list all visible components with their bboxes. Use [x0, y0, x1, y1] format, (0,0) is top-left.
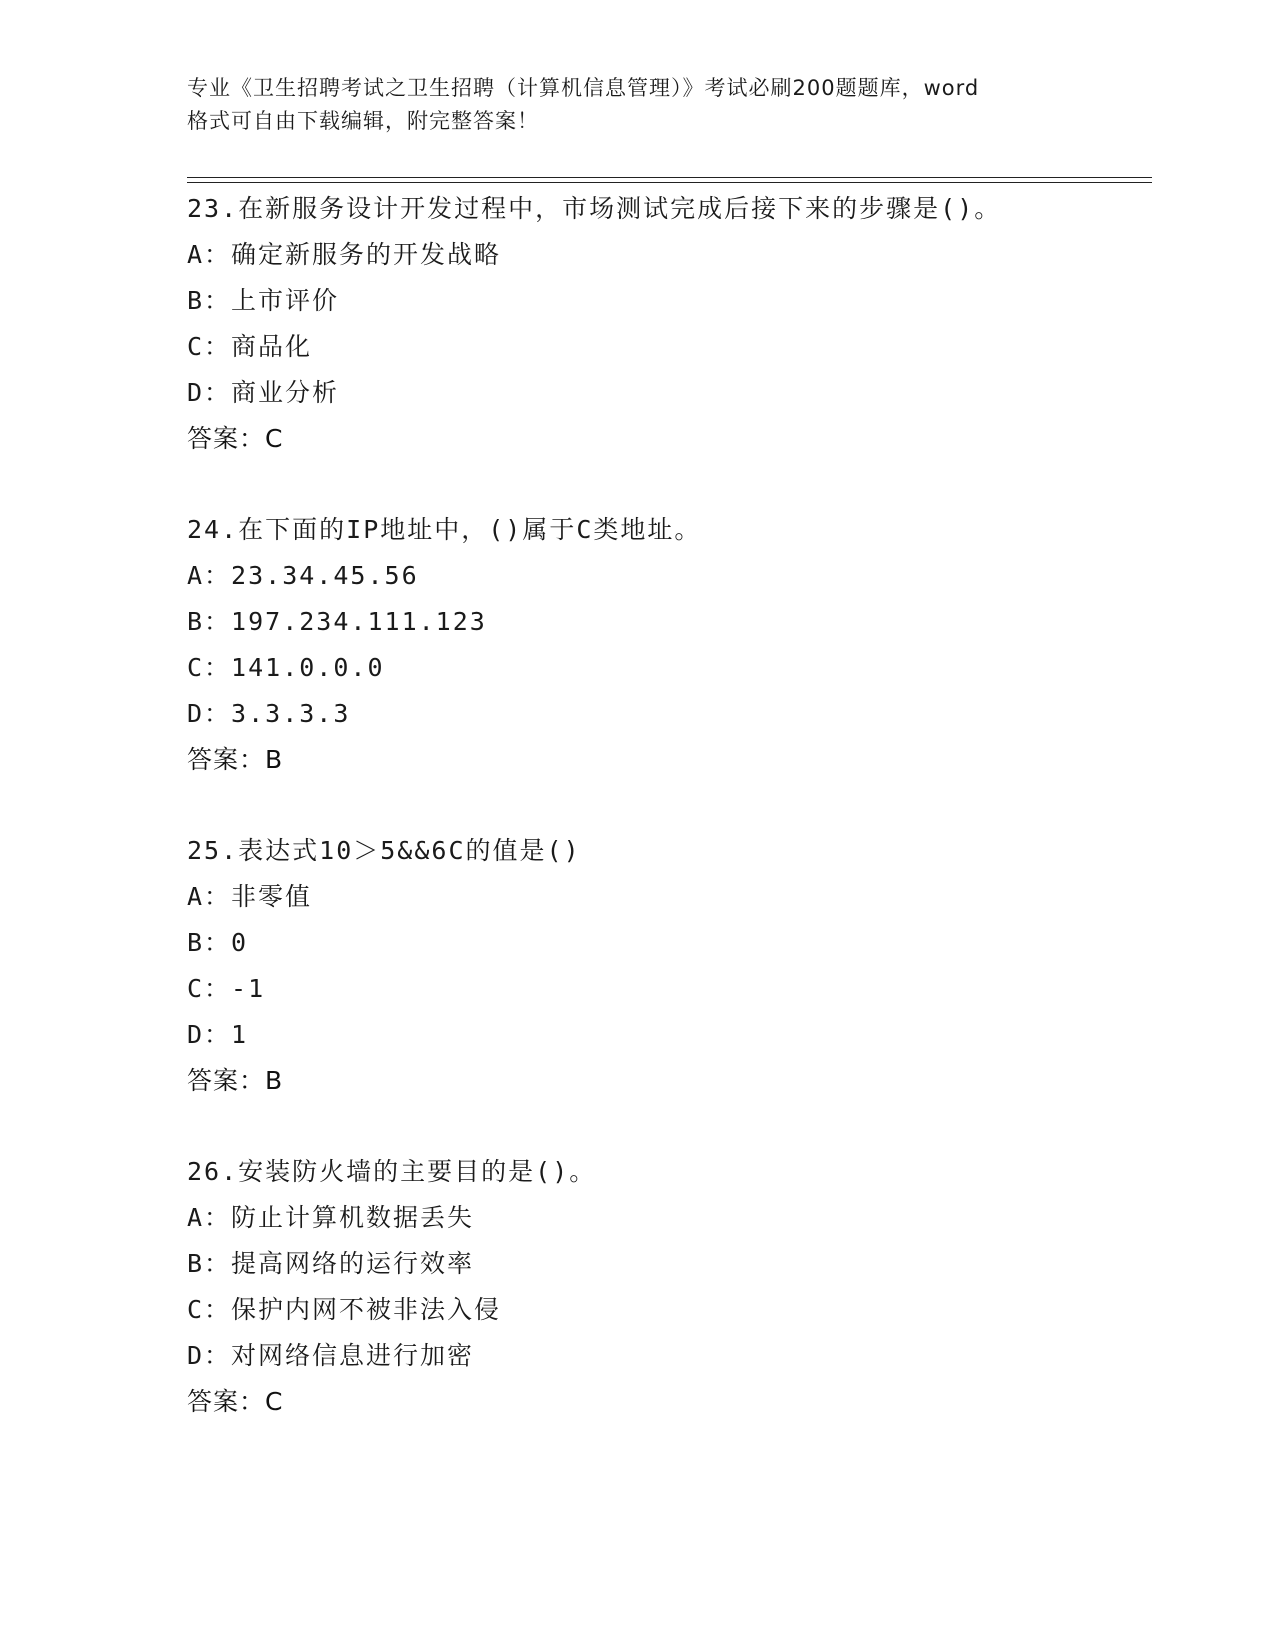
question-stem: 24.在下面的IP地址中，()属于C类地址。 [187, 515, 702, 544]
answer-label: 答案：C [187, 424, 284, 453]
option-b: B：提高网络的运行效率 [187, 1249, 475, 1278]
option-a: A：确定新服务的开发战略 [187, 240, 502, 269]
question-25 [187, 828, 1152, 1104]
option-a: A：23.34.45.56 [187, 561, 419, 590]
question-stem: 26.安装防火墙的主要目的是()。 [187, 1157, 597, 1186]
answer-label: 答案：B [187, 745, 284, 774]
option-d: D：3.3.3.3 [187, 699, 351, 728]
option-b: B：197.234.111.123 [187, 607, 487, 636]
option-c: C：-1 [187, 974, 266, 1003]
option-d: D：1 [187, 1020, 249, 1049]
answer-label: 答案：C [187, 1387, 284, 1416]
option-d: D：对网络信息进行加密 [187, 1341, 475, 1370]
question-24 [187, 507, 1152, 783]
option-c: C：商品化 [187, 332, 313, 361]
question-stem: 23.在新服务设计开发过程中，市场测试完成后接下来的步骤是()。 [187, 194, 1002, 223]
answer-label: 答案：B [187, 1066, 284, 1095]
option-c: C：保护内网不被非法入侵 [187, 1295, 502, 1324]
option-b: B：上市评价 [187, 286, 340, 315]
question-26 [187, 1149, 1152, 1425]
option-a: A：防止计算机数据丢失 [187, 1203, 475, 1232]
header-divider-bottom [187, 182, 1152, 183]
option-b: B：0 [187, 928, 249, 957]
header-divider-top [187, 177, 1152, 178]
option-a: A：非零值 [187, 882, 313, 911]
document-header [187, 72, 1087, 138]
question-23 [187, 186, 1152, 462]
header-line-2: 格式可自由下载编辑，附完整答案！ [187, 109, 539, 133]
option-c: C：141.0.0.0 [187, 653, 385, 682]
option-d: D：商业分析 [187, 378, 340, 407]
question-list [187, 186, 1152, 1470]
question-stem: 25.表达式10＞5&&6C的值是() [187, 836, 581, 865]
header-line-1: 专业《卫生招聘考试之卫生招聘（计算机信息管理）》考试必刷200题题库，word [187, 76, 980, 100]
